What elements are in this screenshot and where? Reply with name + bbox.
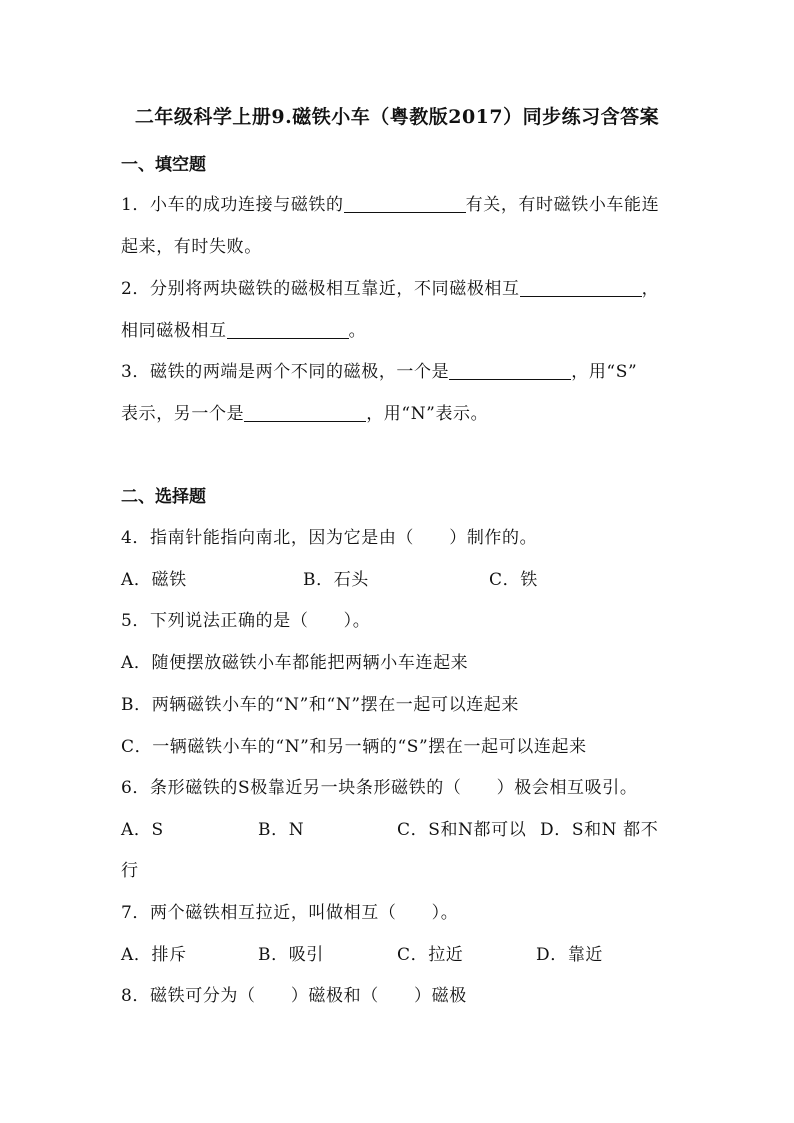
q2-text-d: 。 <box>348 321 367 341</box>
question-3-line-2 <box>121 399 488 424</box>
answer-blank[interactable] <box>227 320 349 339</box>
q2-text-a: 2．分别将两块磁铁的磁极相互靠近，不同磁极相互 <box>121 279 520 299</box>
q4-option-a[interactable]: A．磁铁 <box>121 570 187 590</box>
q6-option-c[interactable]: C．S和N都可以 <box>397 820 527 840</box>
answer-blank[interactable] <box>449 361 571 380</box>
question-4-stem: 4．指南针能指向南北，因为它是由（ ）制作的。 <box>121 528 538 548</box>
q7-option-d[interactable]: D．靠近 <box>536 945 604 965</box>
answer-blank[interactable] <box>344 194 466 213</box>
section-heading-choice: 二、选择题 <box>121 487 206 507</box>
q2-text-b: ， <box>641 279 660 299</box>
q4-option-b[interactable]: B．石头 <box>303 570 369 590</box>
q3-text-b: ，用“S” <box>571 362 638 382</box>
q7-option-b[interactable]: B．吸引 <box>258 945 324 965</box>
question-1-line-1 <box>121 190 659 215</box>
question-3-line-1 <box>121 357 637 382</box>
question-5-stem: 5．下列说法正确的是（ ）。 <box>121 611 371 631</box>
q3-text-a: 3．磁铁的两端是两个不同的磁极，一个是 <box>121 362 450 382</box>
q5-option-a[interactable]: A．随便摆放磁铁小车都能把两辆小车连起来 <box>121 653 469 673</box>
q6-option-d[interactable]: D．S和N 都不 <box>540 820 659 840</box>
answer-blank[interactable] <box>244 403 366 422</box>
question-7-stem: 7．两个磁铁相互拉近，叫做相互（ ）。 <box>121 903 459 923</box>
q5-option-c[interactable]: C．一辆磁铁小车的“N”和另一辆的“S”摆在一起可以连起来 <box>121 737 587 757</box>
question-2-line-2 <box>121 316 366 341</box>
q1-text-a: 1．小车的成功连接与磁铁的 <box>121 195 344 215</box>
question-2-line-1 <box>121 274 659 299</box>
question-8-stem: 8．磁铁可分为（ ）磁极和（ ）磁极 <box>121 986 467 1006</box>
question-6-stem: 6．条形磁铁的S极靠近另一块条形磁铁的（ ）极会相互吸引。 <box>121 778 638 798</box>
q6-option-d-wrap: 行 <box>121 861 139 881</box>
q2-text-c: 相同磁极相互 <box>121 321 227 341</box>
q7-option-c[interactable]: C．拉近 <box>397 945 464 965</box>
q3-text-c: 表示，另一个是 <box>121 404 245 424</box>
q3-text-d: ，用“N”表示。 <box>366 404 489 424</box>
q6-option-b[interactable]: B．N <box>258 820 305 840</box>
answer-blank[interactable] <box>520 278 642 297</box>
q5-option-b[interactable]: B．两辆磁铁小车的“N”和“N”摆在一起可以连起来 <box>121 695 520 715</box>
page-title: 二年级科学上册9.磁铁小车（粤教版2017）同步练习含答案 <box>134 106 660 128</box>
section-heading-fill: 一、填空题 <box>121 155 206 175</box>
q7-option-a[interactable]: A．排斥 <box>121 945 187 965</box>
question-1-line-2: 起来，有时失败。 <box>121 237 262 257</box>
q4-option-c[interactable]: C．铁 <box>489 570 538 590</box>
q6-option-a[interactable]: A．S <box>121 820 164 840</box>
q1-text-b: 有关，有时磁铁小车能连 <box>465 195 660 215</box>
